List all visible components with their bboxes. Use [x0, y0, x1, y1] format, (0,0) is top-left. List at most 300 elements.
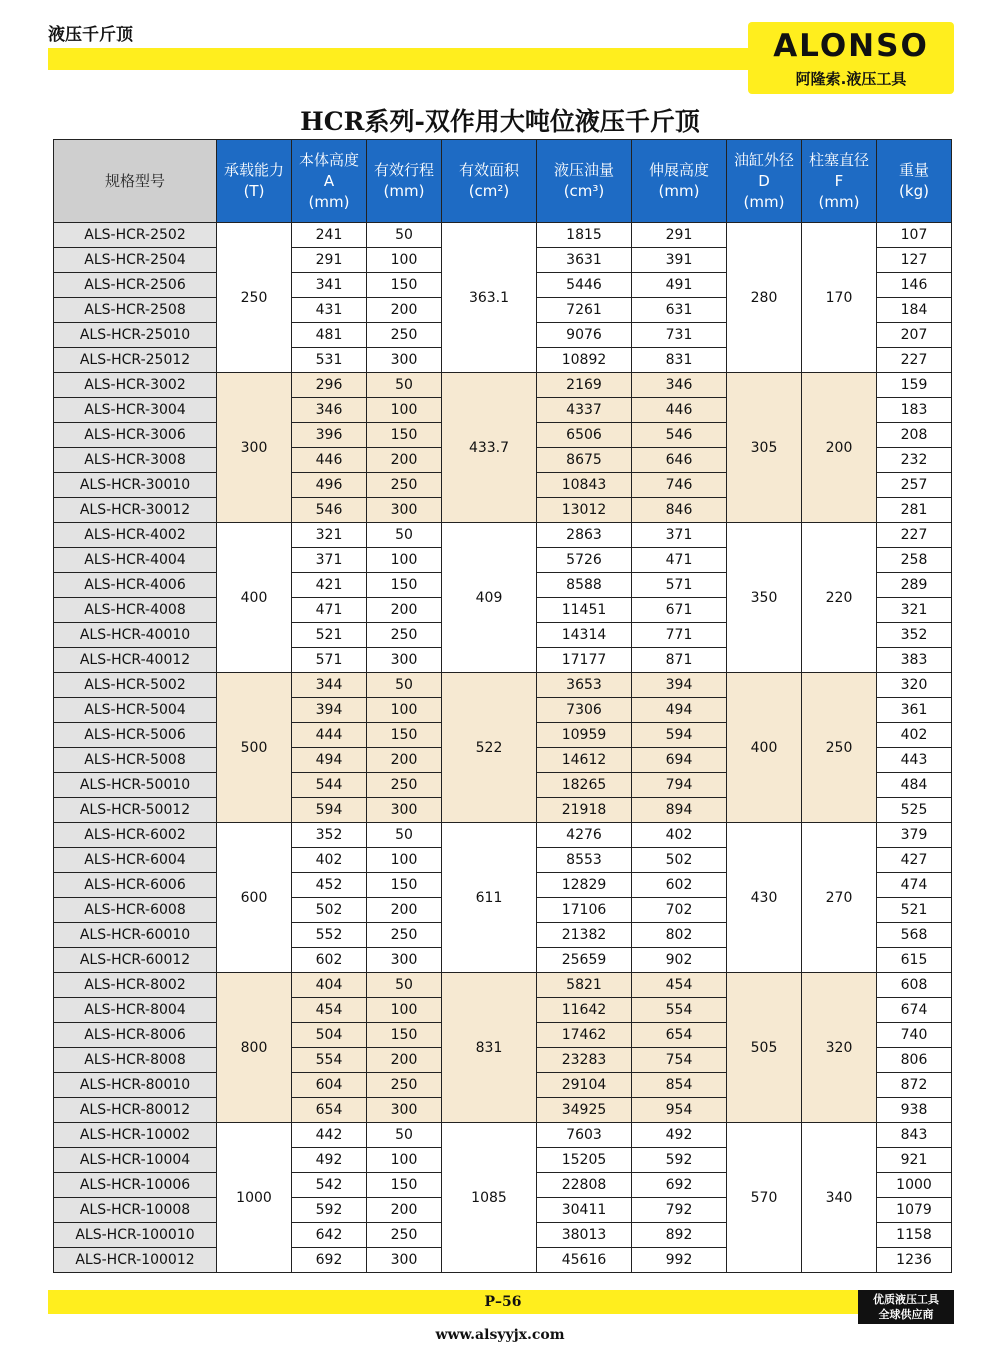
body-height-cell: 502 [292, 898, 367, 923]
weight-cell: 1236 [877, 1248, 952, 1273]
weight-cell: 183 [877, 398, 952, 423]
model-cell: ALS-HCR-25010 [54, 323, 217, 348]
capacity-cell: 500 [217, 673, 292, 823]
body-height-cell: 341 [292, 273, 367, 298]
page-number: P–56 [484, 1294, 522, 1310]
model-cell: ALS-HCR-3008 [54, 448, 217, 473]
oil-volume-cell: 10843 [537, 473, 632, 498]
capacity-cell: 1000 [217, 1123, 292, 1273]
model-cell: ALS-HCR-4008 [54, 598, 217, 623]
body-height-cell: 571 [292, 648, 367, 673]
brand-subtitle: 阿隆索.液压工具 [795, 70, 907, 88]
body-height-cell: 542 [292, 1173, 367, 1198]
table-row [54, 373, 952, 398]
oil-volume-cell: 4337 [537, 398, 632, 423]
extended-height-cell: 892 [632, 1223, 727, 1248]
oil-volume-cell: 17462 [537, 1023, 632, 1048]
body-height-cell: 241 [292, 223, 367, 248]
model-cell: ALS-HCR-6002 [54, 823, 217, 848]
extended-height-cell: 471 [632, 548, 727, 573]
stroke-cell: 200 [367, 1048, 442, 1073]
extended-height-cell: 654 [632, 1023, 727, 1048]
stroke-cell: 250 [367, 1223, 442, 1248]
extended-height-cell: 592 [632, 1148, 727, 1173]
oil-volume-cell: 38013 [537, 1223, 632, 1248]
brand-name: ALONSO [773, 28, 929, 64]
oil-volume-cell: 14612 [537, 748, 632, 773]
oil-volume-cell: 17177 [537, 648, 632, 673]
oil-volume-cell: 2863 [537, 523, 632, 548]
weight-cell: 674 [877, 998, 952, 1023]
weight-cell: 443 [877, 748, 952, 773]
stroke-cell: 300 [367, 498, 442, 523]
oil-volume-cell: 7306 [537, 698, 632, 723]
weight-cell: 321 [877, 598, 952, 623]
body-height-cell: 594 [292, 798, 367, 823]
table-row [54, 1123, 952, 1148]
extended-height-cell: 291 [632, 223, 727, 248]
stroke-cell: 250 [367, 773, 442, 798]
extended-height-cell: 631 [632, 298, 727, 323]
weight-cell: 159 [877, 373, 952, 398]
stroke-cell: 50 [367, 223, 442, 248]
weight-cell: 257 [877, 473, 952, 498]
column-header: 承载能力 (T) [217, 140, 292, 223]
stroke-cell: 300 [367, 798, 442, 823]
area-cell: 831 [442, 973, 537, 1123]
body-height-cell: 321 [292, 523, 367, 548]
oil-volume-cell: 6506 [537, 423, 632, 448]
extended-height-cell: 594 [632, 723, 727, 748]
extended-height-cell: 731 [632, 323, 727, 348]
model-cell: ALS-HCR-80010 [54, 1073, 217, 1098]
body-height-cell: 554 [292, 1048, 367, 1073]
extended-height-cell: 571 [632, 573, 727, 598]
model-cell: ALS-HCR-6006 [54, 873, 217, 898]
body-height-cell: 296 [292, 373, 367, 398]
extended-height-cell: 754 [632, 1048, 727, 1073]
weight-cell: 258 [877, 548, 952, 573]
model-cell: ALS-HCR-40010 [54, 623, 217, 648]
column-header: 有效面积 (cm²) [442, 140, 537, 223]
weight-cell: 227 [877, 348, 952, 373]
weight-cell: 484 [877, 773, 952, 798]
extended-height-cell: 346 [632, 373, 727, 398]
plunger-diameter-cell: 340 [802, 1123, 877, 1273]
extended-height-cell: 446 [632, 398, 727, 423]
weight-cell: 615 [877, 948, 952, 973]
oil-volume-cell: 17106 [537, 898, 632, 923]
table-row [54, 823, 952, 848]
weight-cell: 361 [877, 698, 952, 723]
stroke-cell: 50 [367, 1123, 442, 1148]
model-cell: ALS-HCR-10002 [54, 1123, 217, 1148]
stroke-cell: 100 [367, 398, 442, 423]
capacity-cell: 600 [217, 823, 292, 973]
oil-volume-cell: 10892 [537, 348, 632, 373]
oil-volume-cell: 15205 [537, 1148, 632, 1173]
weight-cell: 843 [877, 1123, 952, 1148]
model-cell: ALS-HCR-10008 [54, 1198, 217, 1223]
column-header: 重量 (kg) [877, 140, 952, 223]
body-height-cell: 642 [292, 1223, 367, 1248]
model-cell: ALS-HCR-4006 [54, 573, 217, 598]
weight-cell: 872 [877, 1073, 952, 1098]
model-cell: ALS-HCR-2504 [54, 248, 217, 273]
weight-cell: 352 [877, 623, 952, 648]
oil-volume-cell: 13012 [537, 498, 632, 523]
body-height-cell: 521 [292, 623, 367, 648]
stroke-cell: 250 [367, 473, 442, 498]
weight-cell: 1158 [877, 1223, 952, 1248]
oil-volume-cell: 25659 [537, 948, 632, 973]
body-height-cell: 291 [292, 248, 367, 273]
body-height-cell: 402 [292, 848, 367, 873]
model-cell: ALS-HCR-5008 [54, 748, 217, 773]
weight-cell: 320 [877, 673, 952, 698]
extended-height-cell: 554 [632, 998, 727, 1023]
stroke-cell: 50 [367, 673, 442, 698]
area-cell: 611 [442, 823, 537, 973]
stroke-cell: 300 [367, 348, 442, 373]
stroke-cell: 100 [367, 1148, 442, 1173]
body-height-cell: 352 [292, 823, 367, 848]
body-height-cell: 421 [292, 573, 367, 598]
oil-volume-cell: 2169 [537, 373, 632, 398]
weight-cell: 921 [877, 1148, 952, 1173]
extended-height-cell: 602 [632, 873, 727, 898]
weight-cell: 1000 [877, 1173, 952, 1198]
extended-height-cell: 692 [632, 1173, 727, 1198]
plunger-diameter-cell: 170 [802, 223, 877, 373]
extended-height-cell: 902 [632, 948, 727, 973]
model-cell: ALS-HCR-30012 [54, 498, 217, 523]
stroke-cell: 100 [367, 848, 442, 873]
stroke-cell: 100 [367, 998, 442, 1023]
stroke-cell: 250 [367, 923, 442, 948]
extended-height-cell: 771 [632, 623, 727, 648]
extended-height-cell: 694 [632, 748, 727, 773]
stroke-cell: 100 [367, 248, 442, 273]
weight-cell: 740 [877, 1023, 952, 1048]
weight-cell: 289 [877, 573, 952, 598]
model-cell: ALS-HCR-60010 [54, 923, 217, 948]
extended-height-cell: 802 [632, 923, 727, 948]
oil-volume-cell: 8588 [537, 573, 632, 598]
model-cell: ALS-HCR-25012 [54, 348, 217, 373]
stroke-cell: 200 [367, 898, 442, 923]
extended-height-cell: 402 [632, 823, 727, 848]
body-height-cell: 442 [292, 1123, 367, 1148]
outer-diameter-cell: 430 [727, 823, 802, 973]
stroke-cell: 300 [367, 1248, 442, 1273]
oil-volume-cell: 3631 [537, 248, 632, 273]
stroke-cell: 150 [367, 873, 442, 898]
model-cell: ALS-HCR-2502 [54, 223, 217, 248]
extended-height-cell: 954 [632, 1098, 727, 1123]
stroke-cell: 300 [367, 1098, 442, 1123]
extended-height-cell: 746 [632, 473, 727, 498]
stroke-cell: 300 [367, 648, 442, 673]
model-cell: ALS-HCR-8004 [54, 998, 217, 1023]
slogan-line-1: 优质液压工具 [873, 1293, 939, 1306]
extended-height-cell: 671 [632, 598, 727, 623]
model-cell: ALS-HCR-2506 [54, 273, 217, 298]
column-header: 液压油量 (cm³) [537, 140, 632, 223]
weight-cell: 474 [877, 873, 952, 898]
oil-volume-cell: 7603 [537, 1123, 632, 1148]
slogan-line-2: 全球供应商 [878, 1308, 934, 1321]
extended-height-cell: 502 [632, 848, 727, 873]
body-height-cell: 552 [292, 923, 367, 948]
weight-cell: 207 [877, 323, 952, 348]
body-height-cell: 592 [292, 1198, 367, 1223]
extended-height-cell: 846 [632, 498, 727, 523]
oil-volume-cell: 8553 [537, 848, 632, 873]
body-height-cell: 446 [292, 448, 367, 473]
oil-volume-cell: 45616 [537, 1248, 632, 1273]
model-cell: ALS-HCR-8008 [54, 1048, 217, 1073]
body-height-cell: 394 [292, 698, 367, 723]
stroke-cell: 250 [367, 623, 442, 648]
model-cell: ALS-HCR-100012 [54, 1248, 217, 1273]
table-header-row [54, 140, 952, 223]
body-height-cell: 494 [292, 748, 367, 773]
extended-height-cell: 992 [632, 1248, 727, 1273]
weight-cell: 127 [877, 248, 952, 273]
plunger-diameter-cell: 200 [802, 373, 877, 523]
outer-diameter-cell: 305 [727, 373, 802, 523]
stroke-cell: 150 [367, 423, 442, 448]
stroke-cell: 250 [367, 1073, 442, 1098]
weight-cell: 227 [877, 523, 952, 548]
extended-height-cell: 871 [632, 648, 727, 673]
model-cell: ALS-HCR-5006 [54, 723, 217, 748]
oil-volume-cell: 11642 [537, 998, 632, 1023]
stroke-cell: 250 [367, 323, 442, 348]
model-cell: ALS-HCR-50012 [54, 798, 217, 823]
model-cell: ALS-HCR-2508 [54, 298, 217, 323]
weight-cell: 107 [877, 223, 952, 248]
oil-volume-cell: 9076 [537, 323, 632, 348]
model-cell: ALS-HCR-3002 [54, 373, 217, 398]
oil-volume-cell: 22808 [537, 1173, 632, 1198]
weight-cell: 1079 [877, 1198, 952, 1223]
body-height-cell: 371 [292, 548, 367, 573]
stroke-cell: 200 [367, 598, 442, 623]
oil-volume-cell: 34925 [537, 1098, 632, 1123]
weight-cell: 525 [877, 798, 952, 823]
oil-volume-cell: 5446 [537, 273, 632, 298]
extended-height-cell: 371 [632, 523, 727, 548]
oil-volume-cell: 18265 [537, 773, 632, 798]
plunger-diameter-cell: 270 [802, 823, 877, 973]
extended-height-cell: 546 [632, 423, 727, 448]
column-header: 油缸外径 D (mm) [727, 140, 802, 223]
column-header: 规格型号 [54, 140, 217, 223]
area-cell: 1085 [442, 1123, 537, 1273]
model-cell: ALS-HCR-3006 [54, 423, 217, 448]
body-height-cell: 344 [292, 673, 367, 698]
brand-logo [748, 22, 954, 94]
body-height-cell: 404 [292, 973, 367, 998]
oil-volume-cell: 10959 [537, 723, 632, 748]
website-url: www.alsyyjx.com [435, 1327, 565, 1343]
extended-height-cell: 394 [632, 673, 727, 698]
extended-height-cell: 492 [632, 1123, 727, 1148]
model-cell: ALS-HCR-40012 [54, 648, 217, 673]
stroke-cell: 100 [367, 548, 442, 573]
body-height-cell: 546 [292, 498, 367, 523]
model-cell: ALS-HCR-6004 [54, 848, 217, 873]
oil-volume-cell: 23283 [537, 1048, 632, 1073]
table-row [54, 973, 952, 998]
model-cell: ALS-HCR-5004 [54, 698, 217, 723]
weight-cell: 379 [877, 823, 952, 848]
weight-cell: 146 [877, 273, 952, 298]
plunger-diameter-cell: 320 [802, 973, 877, 1123]
oil-volume-cell: 21918 [537, 798, 632, 823]
body-height-cell: 346 [292, 398, 367, 423]
column-header: 伸展高度 (mm) [632, 140, 727, 223]
weight-cell: 568 [877, 923, 952, 948]
body-height-cell: 654 [292, 1098, 367, 1123]
weight-cell: 232 [877, 448, 952, 473]
extended-height-cell: 831 [632, 348, 727, 373]
body-height-cell: 602 [292, 948, 367, 973]
model-cell: ALS-HCR-80012 [54, 1098, 217, 1123]
header-bar [48, 48, 793, 70]
model-cell: ALS-HCR-50010 [54, 773, 217, 798]
column-header: 本体高度 A (mm) [292, 140, 367, 223]
body-height-cell: 444 [292, 723, 367, 748]
stroke-cell: 150 [367, 723, 442, 748]
plunger-diameter-cell: 250 [802, 673, 877, 823]
stroke-cell: 150 [367, 573, 442, 598]
outer-diameter-cell: 505 [727, 973, 802, 1123]
extended-height-cell: 454 [632, 973, 727, 998]
body-height-cell: 396 [292, 423, 367, 448]
oil-volume-cell: 4276 [537, 823, 632, 848]
slogan-badge [858, 1290, 954, 1324]
body-height-cell: 692 [292, 1248, 367, 1273]
model-cell: ALS-HCR-3004 [54, 398, 217, 423]
column-header: 有效行程 (mm) [367, 140, 442, 223]
body-height-cell: 531 [292, 348, 367, 373]
oil-volume-cell: 5726 [537, 548, 632, 573]
plunger-diameter-cell: 220 [802, 523, 877, 673]
body-height-cell: 544 [292, 773, 367, 798]
weight-cell: 402 [877, 723, 952, 748]
stroke-cell: 150 [367, 1023, 442, 1048]
area-cell: 363.1 [442, 223, 537, 373]
model-cell: ALS-HCR-100010 [54, 1223, 217, 1248]
weight-cell: 521 [877, 898, 952, 923]
stroke-cell: 300 [367, 948, 442, 973]
outer-diameter-cell: 280 [727, 223, 802, 373]
oil-volume-cell: 11451 [537, 598, 632, 623]
model-cell: ALS-HCR-4002 [54, 523, 217, 548]
body-height-cell: 496 [292, 473, 367, 498]
area-cell: 409 [442, 523, 537, 673]
table-row [54, 673, 952, 698]
stroke-cell: 50 [367, 823, 442, 848]
model-cell: ALS-HCR-30010 [54, 473, 217, 498]
table-row [54, 523, 952, 548]
model-cell: ALS-HCR-6008 [54, 898, 217, 923]
page-title: HCR系列-双作用大吨位液压千斤顶 [300, 107, 700, 136]
section-label: 液压千斤顶 [48, 25, 133, 45]
oil-volume-cell: 5821 [537, 973, 632, 998]
capacity-cell: 250 [217, 223, 292, 373]
stroke-cell: 150 [367, 1173, 442, 1198]
stroke-cell: 100 [367, 698, 442, 723]
extended-height-cell: 646 [632, 448, 727, 473]
weight-cell: 184 [877, 298, 952, 323]
weight-cell: 938 [877, 1098, 952, 1123]
extended-height-cell: 854 [632, 1073, 727, 1098]
body-height-cell: 471 [292, 598, 367, 623]
stroke-cell: 50 [367, 973, 442, 998]
model-cell: ALS-HCR-60012 [54, 948, 217, 973]
capacity-cell: 300 [217, 373, 292, 523]
oil-volume-cell: 14314 [537, 623, 632, 648]
body-height-cell: 604 [292, 1073, 367, 1098]
oil-volume-cell: 8675 [537, 448, 632, 473]
body-height-cell: 431 [292, 298, 367, 323]
stroke-cell: 50 [367, 523, 442, 548]
oil-volume-cell: 29104 [537, 1073, 632, 1098]
table-row [54, 223, 952, 248]
extended-height-cell: 794 [632, 773, 727, 798]
weight-cell: 806 [877, 1048, 952, 1073]
body-height-cell: 454 [292, 998, 367, 1023]
area-cell: 433.7 [442, 373, 537, 523]
oil-volume-cell: 1815 [537, 223, 632, 248]
model-cell: ALS-HCR-4004 [54, 548, 217, 573]
spec-table [53, 139, 952, 1273]
stroke-cell: 200 [367, 1198, 442, 1223]
extended-height-cell: 792 [632, 1198, 727, 1223]
extended-height-cell: 702 [632, 898, 727, 923]
body-height-cell: 481 [292, 323, 367, 348]
oil-volume-cell: 3653 [537, 673, 632, 698]
weight-cell: 208 [877, 423, 952, 448]
area-cell: 522 [442, 673, 537, 823]
oil-volume-cell: 21382 [537, 923, 632, 948]
column-header: 柱塞直径 F (mm) [802, 140, 877, 223]
outer-diameter-cell: 350 [727, 523, 802, 673]
extended-height-cell: 491 [632, 273, 727, 298]
model-cell: ALS-HCR-5002 [54, 673, 217, 698]
extended-height-cell: 391 [632, 248, 727, 273]
capacity-cell: 400 [217, 523, 292, 673]
model-cell: ALS-HCR-10006 [54, 1173, 217, 1198]
weight-cell: 608 [877, 973, 952, 998]
model-cell: ALS-HCR-8002 [54, 973, 217, 998]
stroke-cell: 200 [367, 298, 442, 323]
model-cell: ALS-HCR-10004 [54, 1148, 217, 1173]
model-cell: ALS-HCR-8006 [54, 1023, 217, 1048]
body-height-cell: 504 [292, 1023, 367, 1048]
weight-cell: 383 [877, 648, 952, 673]
body-height-cell: 452 [292, 873, 367, 898]
weight-cell: 427 [877, 848, 952, 873]
extended-height-cell: 494 [632, 698, 727, 723]
oil-volume-cell: 7261 [537, 298, 632, 323]
stroke-cell: 150 [367, 273, 442, 298]
oil-volume-cell: 30411 [537, 1198, 632, 1223]
